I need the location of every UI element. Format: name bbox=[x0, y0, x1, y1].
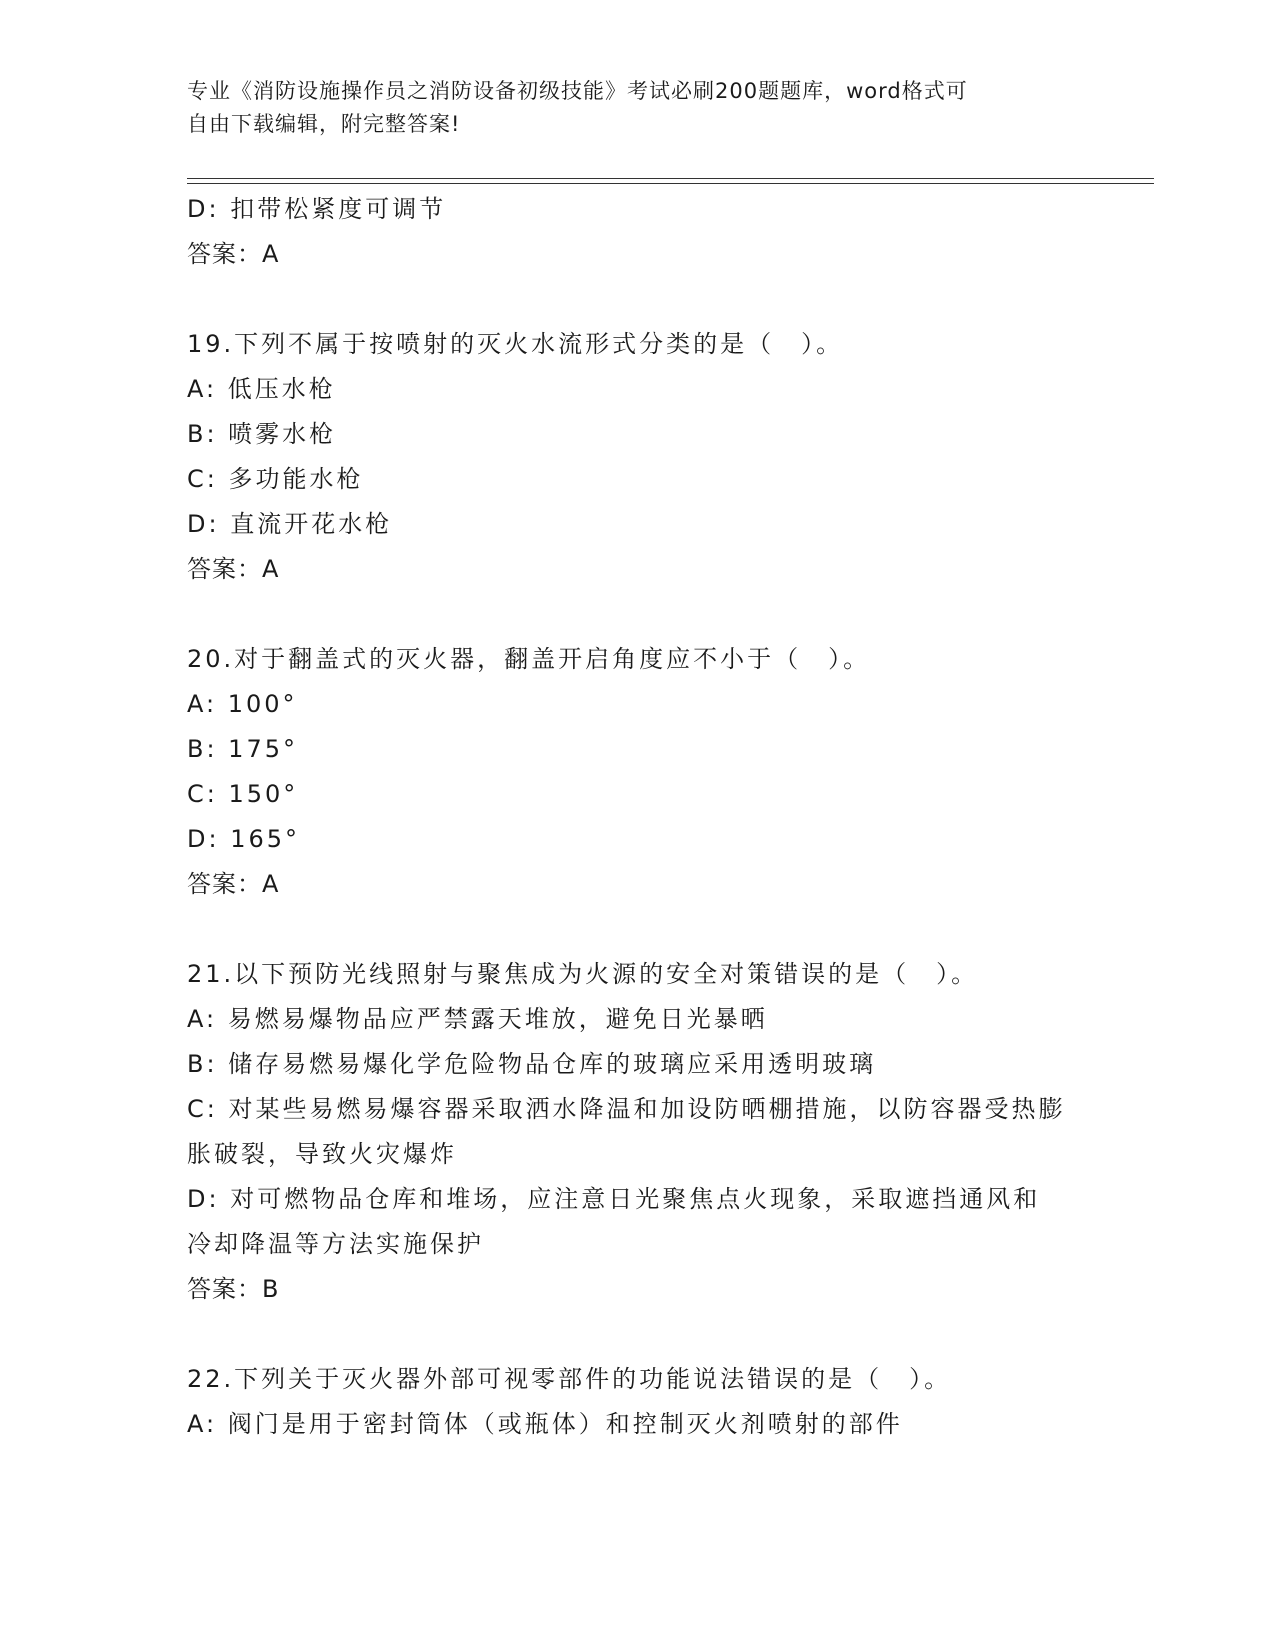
spacer bbox=[187, 907, 1067, 952]
question-20 bbox=[187, 637, 1067, 907]
option-c: C: 150° bbox=[187, 780, 299, 808]
option-d: D: 直流开花水枪 bbox=[187, 510, 393, 538]
question-stem: 20.对于翻盖式的灭火器，翻盖开启角度应不小于（ ）。 bbox=[187, 645, 871, 673]
option-a: A: 100° bbox=[187, 690, 298, 718]
question-stem: 21.以下预防光线照射与聚焦成为火源的安全对策错误的是（ ）。 bbox=[187, 960, 979, 988]
question-21 bbox=[187, 952, 1067, 1312]
spacer bbox=[187, 592, 1067, 637]
option-d: D: 165° bbox=[187, 825, 301, 853]
option-a: A: 阀门是用于密封筒体（或瓶体）和控制灭火剂喷射的部件 bbox=[187, 1410, 903, 1438]
answer-line: 答案：B bbox=[187, 1275, 280, 1303]
spacer bbox=[187, 277, 1067, 322]
option-c: C: 对某些易燃易爆容器采取洒水降温和加设防晒棚措施，以防容器受热膨胀破裂，导致火灾爆炸 bbox=[187, 1095, 1066, 1168]
page-header bbox=[187, 75, 1067, 141]
header-line-2: 自由下载编辑，附完整答案! bbox=[187, 112, 461, 136]
option-d: D: 扣带松紧度可调节 bbox=[187, 195, 447, 223]
option-a: A: 低压水枪 bbox=[187, 375, 336, 403]
header-divider-top bbox=[187, 178, 1154, 179]
option-d: D: 对可燃物品仓库和堆场，应注意日光聚焦点火现象，采取遮挡通风和冷却降温等方法实施保护 bbox=[187, 1185, 1041, 1258]
answer-line: 答案：A bbox=[187, 240, 280, 268]
answer-line: 答案：A bbox=[187, 555, 280, 583]
spacer bbox=[187, 1312, 1067, 1357]
option-b: B: 喷雾水枪 bbox=[187, 420, 337, 448]
question-stem: 22.下列关于灭火器外部可视零部件的功能说法错误的是（ ）。 bbox=[187, 1365, 952, 1393]
question-22 bbox=[187, 1357, 1067, 1447]
option-a: A: 易燃易爆物品应严禁露天堆放，避免日光暴晒 bbox=[187, 1005, 768, 1033]
prev-question-tail bbox=[187, 187, 1067, 277]
option-b: B: 175° bbox=[187, 735, 298, 763]
question-stem: 19.下列不属于按喷射的灭火水流形式分类的是（ ）。 bbox=[187, 330, 844, 358]
question-list bbox=[187, 187, 1067, 1447]
header-divider-bottom bbox=[187, 183, 1154, 184]
question-19 bbox=[187, 322, 1067, 592]
answer-line: 答案：A bbox=[187, 870, 280, 898]
header-line-1: 专业《消防设施操作员之消防设备初级技能》考试必刷200题题库，word格式可 bbox=[187, 79, 968, 103]
option-b: B: 储存易燃易爆化学危险物品仓库的玻璃应采用透明玻璃 bbox=[187, 1050, 877, 1078]
option-c: C: 多功能水枪 bbox=[187, 465, 364, 493]
